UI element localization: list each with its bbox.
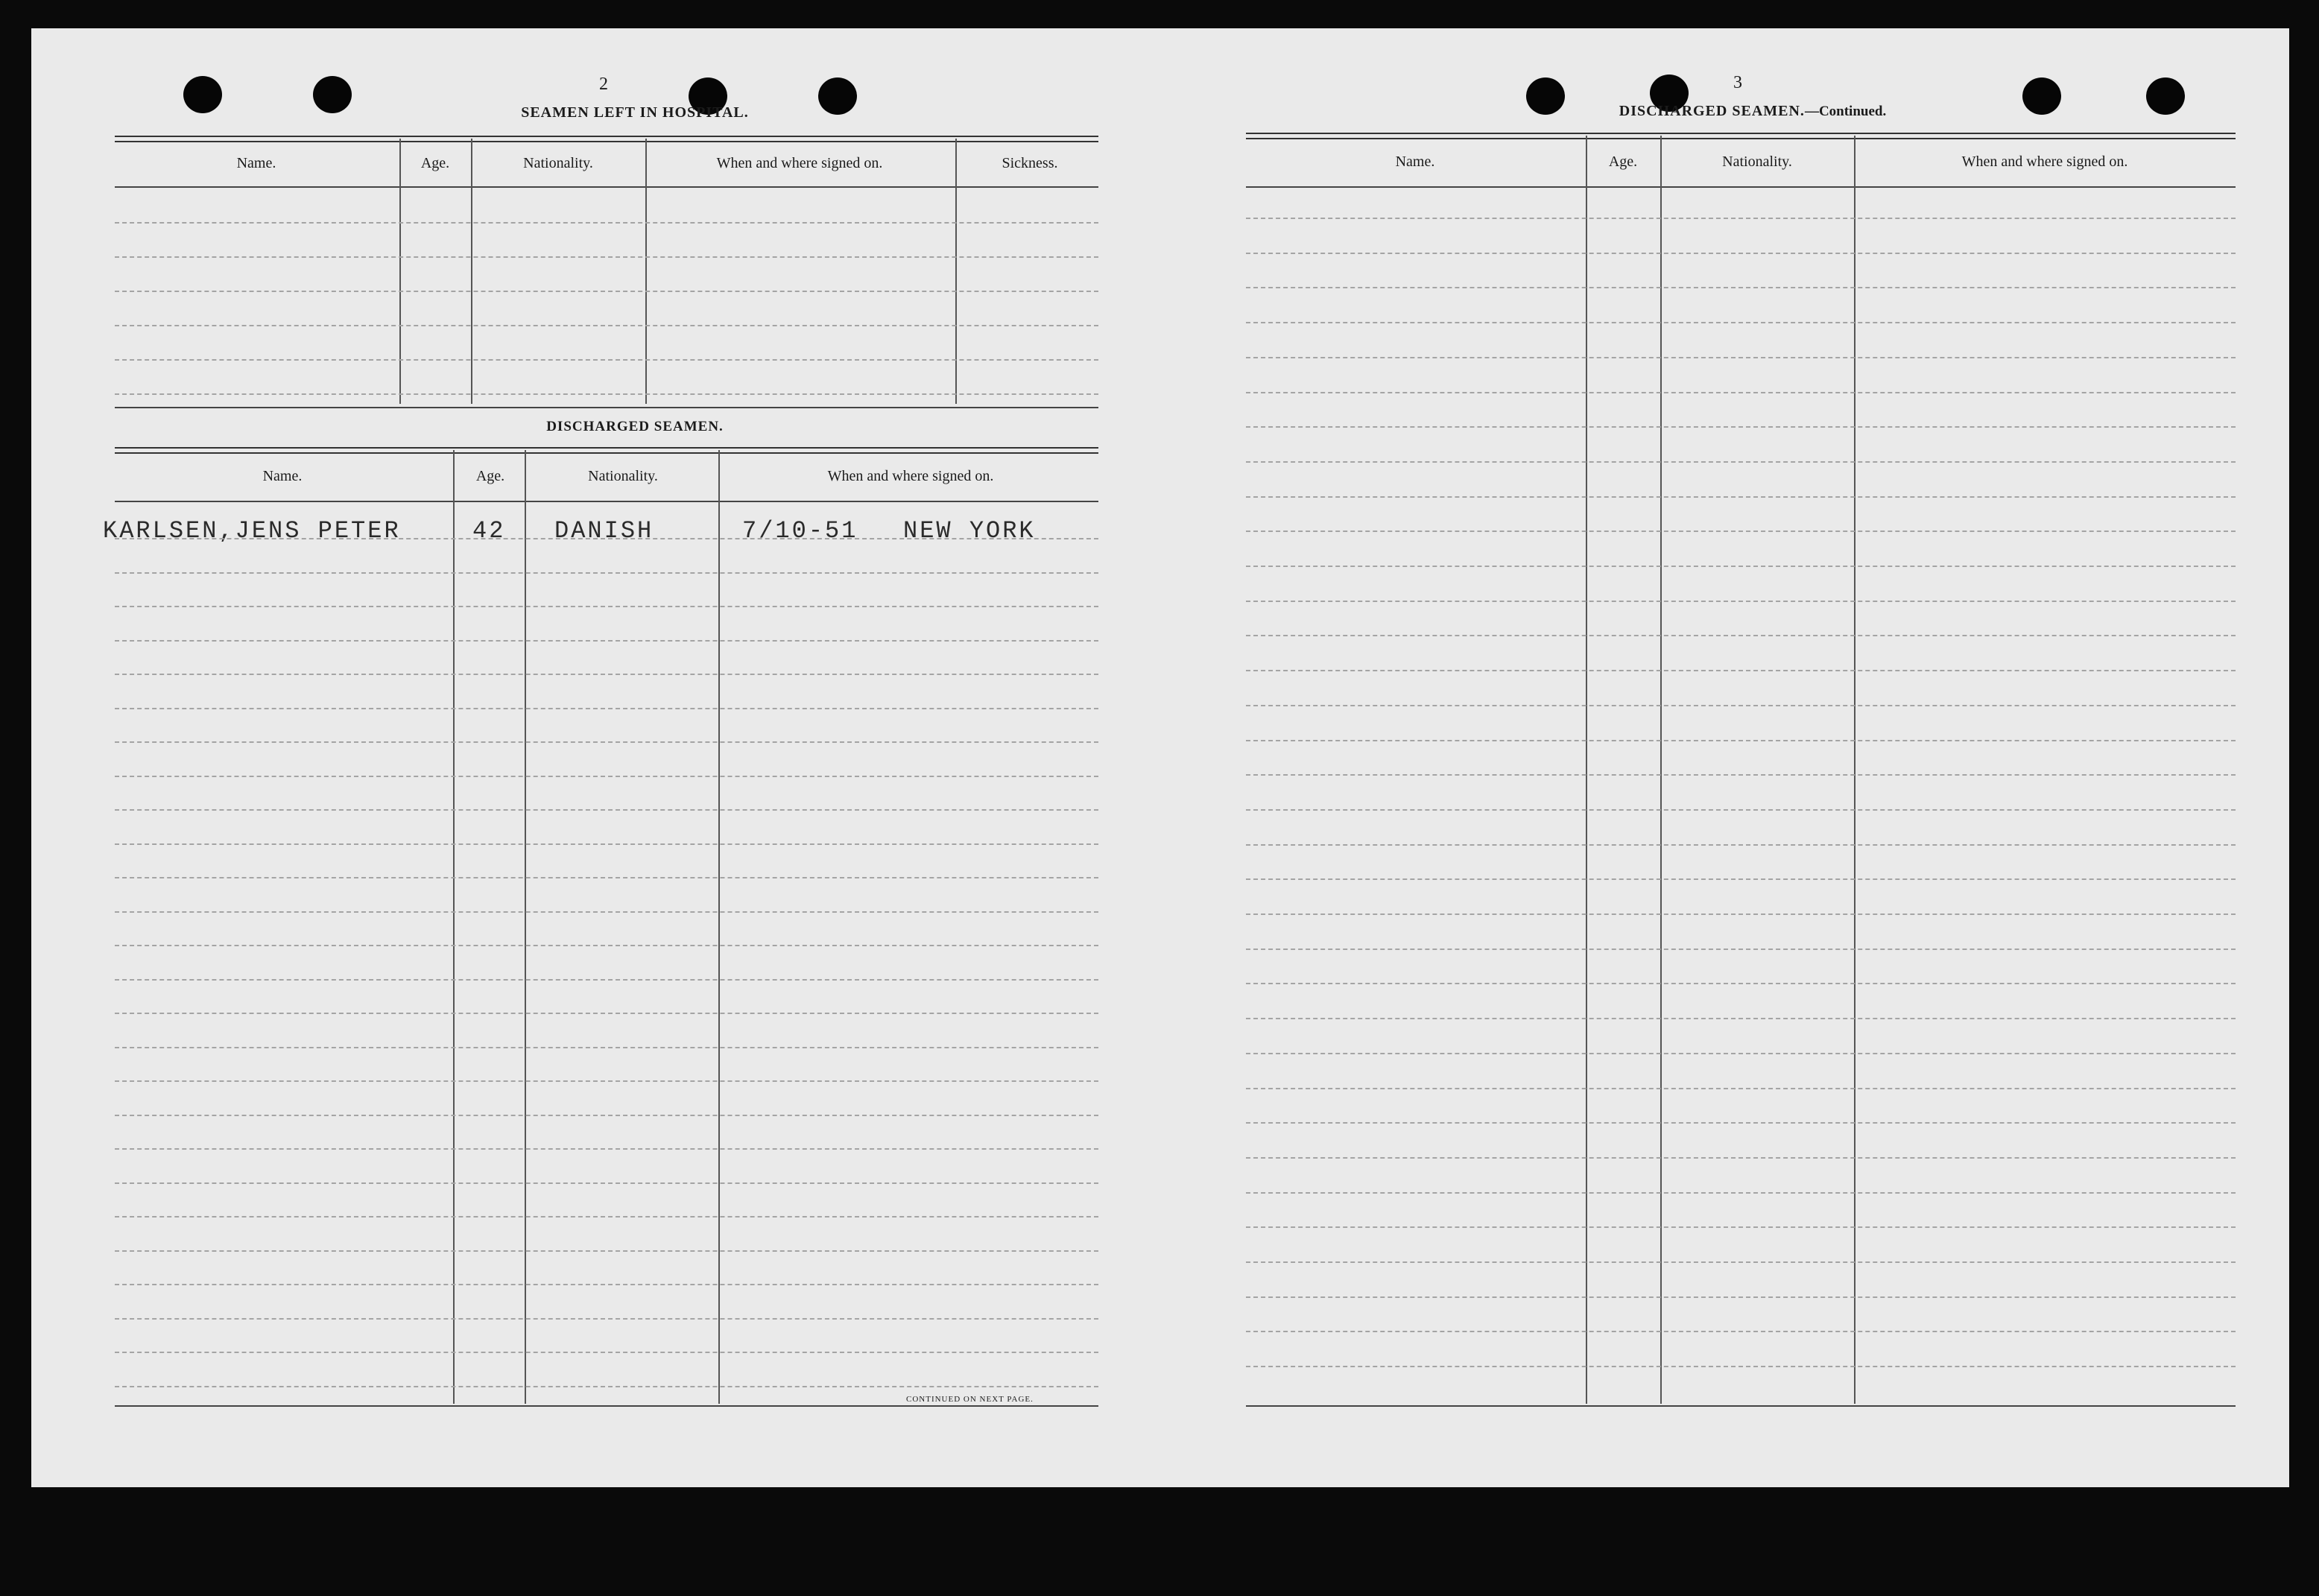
register-sheet xyxy=(31,28,2289,1487)
hospital-col-nationality: Nationality. xyxy=(523,155,593,171)
row-line xyxy=(115,1080,1098,1082)
entry-signed-place: NEW YORK xyxy=(903,517,1036,545)
entry-name: KARLSEN,JENS PETER xyxy=(103,517,401,545)
hospital-col-sickness: Sickness. xyxy=(1002,155,1058,171)
row-line xyxy=(1246,531,2236,532)
row-line xyxy=(115,1182,1098,1184)
row-line xyxy=(115,606,1098,607)
row-line xyxy=(115,776,1098,777)
row-line xyxy=(1246,1018,2236,1019)
punch-hole xyxy=(2146,77,2185,115)
row-line xyxy=(115,1386,1098,1387)
row-line xyxy=(1246,566,2236,567)
discharged-bottom-rule xyxy=(115,1405,1098,1407)
row-line xyxy=(1246,1088,2236,1089)
row-line xyxy=(1246,322,2236,323)
row-line xyxy=(1246,740,2236,741)
right-top-rule xyxy=(1246,133,2236,139)
hospital-row-line xyxy=(115,393,1098,395)
row-line xyxy=(115,572,1098,574)
row-line xyxy=(1246,878,2236,880)
row-line xyxy=(115,538,1098,539)
hospital-divider xyxy=(399,139,401,404)
discharged-col-age: Age. xyxy=(475,468,505,484)
row-line xyxy=(1246,1331,2236,1332)
right-col-name: Name. xyxy=(1395,153,1435,170)
row-line xyxy=(1246,461,2236,463)
row-line xyxy=(115,911,1098,913)
row-line xyxy=(115,843,1098,845)
row-line xyxy=(1246,1366,2236,1367)
discharged-col-signed-on: When and where signed on. xyxy=(827,468,994,484)
row-line xyxy=(115,1250,1098,1252)
row-line xyxy=(115,1352,1098,1353)
continued-section-title xyxy=(1514,103,1991,120)
hospital-header-rule xyxy=(115,186,1098,188)
hospital-divider xyxy=(645,139,647,404)
row-line xyxy=(115,877,1098,878)
discharged-top-rule xyxy=(115,447,1098,454)
hospital-bottom-rule xyxy=(115,407,1098,408)
hospital-row-line xyxy=(115,291,1098,292)
row-line xyxy=(1246,809,2236,811)
hospital-col-signed-on: When and where signed on. xyxy=(716,155,883,171)
row-line xyxy=(1246,496,2236,498)
hospital-row-line xyxy=(115,256,1098,258)
hospital-col-name: Name. xyxy=(236,155,276,171)
row-line xyxy=(1246,844,2236,846)
right-divider xyxy=(1586,136,1587,1404)
row-line xyxy=(115,674,1098,675)
hospital-row-line xyxy=(115,325,1098,326)
row-line xyxy=(1246,983,2236,984)
page-number-right: 3 xyxy=(1733,73,1742,92)
row-line xyxy=(115,945,1098,946)
entry-age: 42 xyxy=(472,517,506,545)
row-line xyxy=(1246,601,2236,602)
punch-hole xyxy=(313,76,352,113)
row-line xyxy=(1246,913,2236,915)
right-col-nationality: Nationality. xyxy=(1722,153,1792,170)
hospital-col-age: Age. xyxy=(420,155,450,171)
hospital-row-line xyxy=(115,359,1098,361)
continued-title-main: DISCHARGED SEAMEN. xyxy=(1619,103,1805,119)
discharged-header-rule xyxy=(115,501,1098,502)
row-line xyxy=(1246,1226,2236,1228)
discharged-section-title: DISCHARGED SEAMEN. xyxy=(546,419,724,434)
row-line xyxy=(115,708,1098,709)
row-line xyxy=(115,1115,1098,1116)
right-bottom-rule xyxy=(1246,1405,2236,1407)
row-line xyxy=(1246,392,2236,393)
right-header-rule xyxy=(1246,186,2236,188)
row-line xyxy=(115,979,1098,981)
right-col-signed-on: When and where signed on. xyxy=(1961,153,2128,170)
row-line xyxy=(115,1216,1098,1217)
row-line xyxy=(1246,1192,2236,1194)
row-line xyxy=(1246,287,2236,288)
row-line xyxy=(115,1047,1098,1048)
hospital-divider xyxy=(471,139,472,404)
page-number-left: 2 xyxy=(599,75,608,94)
right-divider xyxy=(1854,136,1855,1404)
row-line xyxy=(1246,1261,2236,1263)
entry-nationality: DANISH xyxy=(554,517,654,545)
right-col-age: Age. xyxy=(1608,153,1638,170)
row-line xyxy=(1246,635,2236,636)
continued-title-suffix: —Continued. xyxy=(1804,104,1887,119)
hospital-row-line xyxy=(115,222,1098,224)
row-line xyxy=(1246,1157,2236,1159)
row-line xyxy=(1246,1296,2236,1298)
discharged-divider xyxy=(718,450,720,1404)
row-line xyxy=(115,809,1098,811)
entry-signed-date: 7/10-51 xyxy=(742,517,858,545)
punch-hole xyxy=(2022,77,2061,115)
row-line xyxy=(1246,426,2236,428)
row-line xyxy=(1246,774,2236,776)
row-line xyxy=(115,1013,1098,1014)
row-line xyxy=(1246,705,2236,706)
row-line xyxy=(115,741,1098,743)
discharged-divider xyxy=(525,450,526,1404)
row-line xyxy=(115,1284,1098,1285)
row-line xyxy=(1246,357,2236,358)
row-line xyxy=(115,1318,1098,1320)
discharged-divider xyxy=(453,450,455,1404)
hospital-top-rule xyxy=(115,136,1098,142)
row-line xyxy=(1246,253,2236,254)
row-line xyxy=(1246,1122,2236,1124)
row-line xyxy=(1246,670,2236,671)
row-line xyxy=(115,1148,1098,1150)
punch-hole xyxy=(183,76,222,113)
right-divider xyxy=(1660,136,1662,1404)
row-line xyxy=(115,640,1098,642)
discharged-col-name: Name. xyxy=(262,468,303,484)
row-line xyxy=(1246,1053,2236,1054)
row-line xyxy=(1246,218,2236,219)
continued-note: CONTINUED ON NEXT PAGE. xyxy=(903,1395,1037,1404)
discharged-col-nationality: Nationality. xyxy=(588,468,658,484)
hospital-divider xyxy=(955,139,957,404)
hospital-section-title: SEAMEN LEFT IN HOSPITAL. xyxy=(521,104,749,121)
row-line xyxy=(1246,949,2236,950)
